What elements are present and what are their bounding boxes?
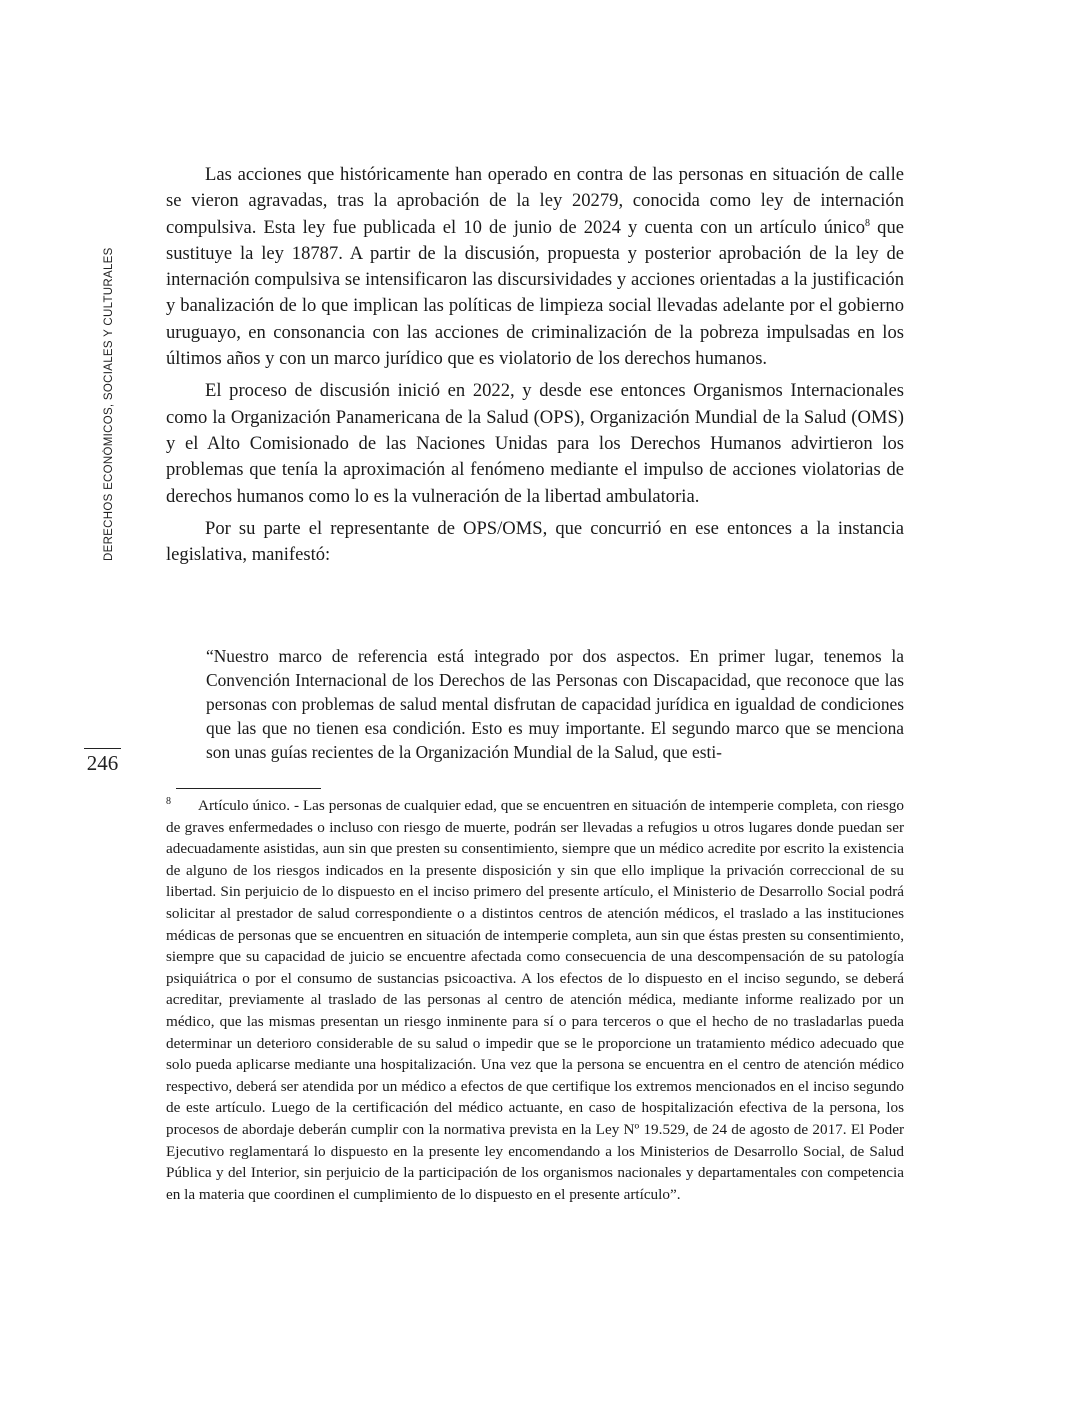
paragraph-text: que sustituye la ley 18787. A partir de la discusión, propuesta y posterior aprobación de la ley de internación compulsiva se intensificaron las discursividades y acciones orientadas a la justificación y banalización de lo que implican las políticas de limpieza social llevadas adelante por el gobierno uruguayo, en consonancia con las acciones de criminalización de la pobreza impulsadas en los últimos años y con un marco jurídico que es violatorio de los derechos humanos. <box>166 216 905 370</box>
page-number: 246 <box>84 748 121 776</box>
block-quote: “Nuestro marco de referencia está integrado por dos aspectos. En primer lugar, tenemos la Convención Internacional de los Derechos de las Personas con Discapacidad, que reconoce que las personas con problemas de salud mental disfrutan de capacidad jurídica en igualdad de condiciones que las que no tienen esa condición. Esto es muy importante. El segundo marco que se menciona son unas guías recientes de la Organización Mundial de la Salud, que esti- <box>206 646 904 762</box>
footnote-text: Artículo único. - Las personas de cualquier edad, que se encuentren en situación de intemperie completa, con riesgo de graves enfermedades o incluso con riesgo de muerte, podrán ser llevadas a refugios u otros lugares donde puedan ser adecuadamente asistidas, aun sin que presten su consentimiento, siempre que un médico acredite por escrito la existencia de alguno de los riesgos indicados en la presente disposición y sin que ello implique la privación correccional de su libertad. Sin perjuicio de lo dispuesto en el inciso primero del presente artículo, el Ministerio de Desarrollo Social podrá solicitar al prestador de salud correspondiente o a distintos centros de atención médicos, el traslado a las instituciones médicas de personas que se encuentren en situación de intemperie completa, aun sin que éstas presten su consentimiento, siempre que su capacidad de juicio se encuentre afectada como consecuencia de una descompensación de su patología psiquiátrica o por el consumo de sustancias psicoactiva. A los efectos de lo dispuesto en el inciso segundo, se deberá acreditar, previamente al traslado de las personas al centro de atención médica, mediante informe realizado por un médico, que las mismas presentan un riesgo inminente para sí o para terceros o que el hecho de no trasladarlas pueda determinar un deterioro considerable de su salud o impedir que se le proporcione un tratamiento médico adecuado que solo pueda aplicarse mediante una hospitalización. Una vez que la persona se encuentra en el centro de atención médico respectivo, deberá ser atendida por un médico a efectos de que certifique los extremos mencionados en el inciso segundo de este artículo. Luego de la certificación del médico actuante, en caso de hospitalización efectiva de la persona, los procesos de abordaje deberán cumplir con la normativa prevista en la Ley Nº 19.529, de 24 de agosto de 2017. El Poder Ejecutivo reglamentará lo dispuesto en la presente ley encomendando a los Ministerios de Desarrollo Social, de Salud Pública y del Interior, sin perjuicio de la participación de los organismos nacionales y departamentales con competencia en la materia que coordinen el cumplimiento de lo dispuesto en el presente artículo”. <box>166 797 904 1203</box>
running-head: DERECHOS ECONÓMICOS, SOCIALES Y CULTURALES <box>103 247 115 561</box>
paragraph <box>166 162 904 372</box>
footnote-divider <box>176 788 321 789</box>
paragraph-text: Las acciones que históricamente han operado en contra de las personas en situación de calle se vieron agravadas, tras la aprobación de la ley 20279, conocida como ley de internación compulsiva. Esta ley fue publicada el 10 de junio de 2024 y cuenta con un artículo único <box>166 164 904 238</box>
footnote-reference: 8 <box>865 217 871 229</box>
paragraph: El proceso de discusión inició en 2022, y desde ese entonces Organismos Internacionales como la Organización Panamericana de la Salud (OPS), Organización Mundial de la Salud (OMS) y el Alto Comisionado de las Naciones Unidas para los Derechos Humanos advirtieron los problemas que tenía la aproximación al fenómeno mediante el impulso de acciones violatorias de derechos humanos como lo es la vulneración de la libertad ambulatoria. <box>166 380 904 507</box>
main-text <box>166 162 904 574</box>
footnote: 8 Artículo único. - Las personas de cualquier edad, que se encuentren en situación de intemperie completa, con riesgo de graves enfermedades o incluso con riesgo de muerte, podrán ser llevadas a refugios u otros lugares donde puedan ser adecuadamente asistidas, aun sin que presten su consentimiento, siempre que un médico acredite por escrito la existencia de alguno de los riesgos indicados en la presente disposición y sin que ello implique la privación correccional de su libertad. Sin perjuicio de lo dispuesto en el inciso primero del presente artículo, el Ministerio de Desarrollo Social podrá solicitar al prestador de salud correspondiente o a distintos centros de atención médicos, el traslado a las instituciones médicas de personas que se encuentren en situación de intemperie completa, aun sin que éstas presten su consentimiento, siempre que su capacidad de juicio se encuentre afectada como consecuencia de una descompensación de su patología psiquiátrica o por el consumo de sustancias psicoactiva. A los efectos de lo dispuesto en el inciso segundo, se deberá acreditar, previamente al traslado de las personas al centro de atención médica, mediante informe realizado por un médico, que las mismas presentan un riesgo inminente para sí o para terceros o que el hecho de no trasladarlas pueda determinar un deterioro considerable de su salud o impedir que se le proporcione un tratamiento médico adecuado que solo pueda aplicarse mediante una hospitalización. Una vez que la persona se encuentra en el centro de atención médico respectivo, deberá ser atendida por un médico a efectos de que certifique los extremos mencionados en el inciso segundo de este artículo. Luego de la certificación del médico actuante, en caso de hospitalización efectiva de la persona, los procesos de abordaje deberán cumplir con la normativa prevista en la Ley Nº 19.529, de 24 de agosto de 2017. El Poder Ejecutivo reglamentará lo dispuesto en la presente ley encomendando a los Ministerios de Desarrollo Social, de Salud Pública y del Interior, sin perjuicio de la participación de los organismos nacionales y departamentales con competencia en la materia que coordinen el cumplimiento de lo dispuesto en el presente artículo”. <box>166 795 904 1203</box>
paragraph: Por su parte el representante de OPS/OMS, que concurrió en ese entonces a la instancia legislativa, manifestó: <box>166 517 904 566</box>
